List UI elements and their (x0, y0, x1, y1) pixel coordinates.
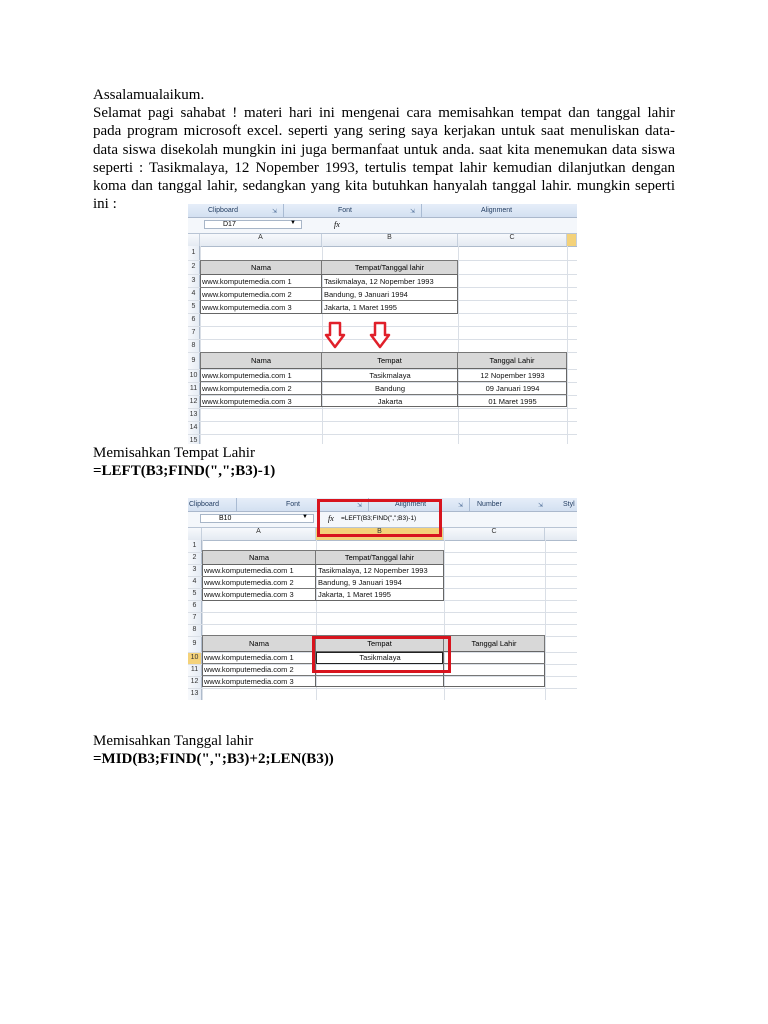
down-arrow-icon-2 (369, 321, 391, 349)
cell-a12[interactable]: www.komputemedia.com 3 (202, 397, 292, 406)
ribbon2-clipboard: Clipboard (189, 501, 219, 508)
row-header-6[interactable]: 6 (191, 316, 196, 323)
column-headers (188, 234, 577, 247)
row-header-13[interactable]: 13 (189, 411, 198, 418)
row-header-1[interactable]: 1 (191, 249, 196, 256)
ribbon2-styles: Styl (563, 501, 575, 508)
cell-b5[interactable]: Jakarta, 1 Maret 1995 (324, 303, 397, 312)
column-c-header[interactable]: C (458, 234, 567, 246)
ribbon2-number: Number (477, 501, 502, 508)
row-header-9[interactable]: 9 (192, 640, 197, 647)
s2-cell-a3[interactable]: www.komputemedia.com 1 (204, 566, 294, 575)
header2-nama: Nama (200, 352, 322, 369)
intro-line-1: Selamat pagi sahabat ! materi hari ini mengenai cara memisahkan tempat dan tanggal lahir (93, 105, 675, 122)
cell-b12[interactable]: Jakarta (377, 397, 403, 406)
row-header-10[interactable]: 10 (189, 372, 198, 379)
header2-tempat: Tempat (321, 352, 458, 369)
name-box-2[interactable] (200, 514, 314, 523)
formula-bar (188, 218, 577, 234)
row-header-8[interactable]: 8 (191, 342, 196, 349)
column-b-header-2[interactable]: B (316, 528, 444, 540)
formula-highlight-box (317, 499, 442, 537)
section2-heading: Memisahkan Tanggal lahir (93, 733, 254, 749)
cell-b11[interactable]: Bandung (374, 384, 406, 393)
ribbon-group-labels (188, 204, 577, 218)
name-box-2-value: B10 (219, 515, 232, 522)
intro-line-4: seperti : Tasikmalaya, 12 Nopember 1993, tertulis tempat lahir kemudian dilanjutkan dengan (93, 159, 675, 176)
s2-cell-a11[interactable]: www.komputemedia.com 2 (204, 665, 294, 674)
cell-c11[interactable]: 09 Januari 1994 (485, 384, 540, 393)
column-a-header-2[interactable]: A (202, 528, 316, 540)
row-header-4[interactable]: 4 (192, 578, 197, 585)
row-headers (188, 246, 200, 444)
row-header-15[interactable]: 15 (189, 437, 198, 444)
intro-line-3: data siswa disekolah mungkin ini juga bermanfaat untuk anda. saat kita menemukan data siswa (93, 141, 675, 158)
row-header-9[interactable]: 9 (191, 357, 196, 364)
name-box-value: D17 (223, 221, 236, 228)
s2-cell-b10[interactable]: Tasikmalaya (359, 653, 401, 662)
clipboard-launcher-icon: ⇲ (272, 209, 278, 215)
name-box[interactable] (204, 220, 302, 229)
cell-a11[interactable]: www.komputemedia.com 2 (202, 384, 292, 393)
row-header-13[interactable]: 13 (190, 690, 199, 697)
header-nama: Nama (200, 260, 322, 275)
ribbon-clipboard: Clipboard (208, 207, 238, 214)
row-header-7[interactable]: 7 (191, 329, 196, 336)
s2-cell-a10[interactable]: www.komputemedia.com 1 (204, 653, 294, 662)
s2-header-nama: Nama (202, 550, 316, 565)
name-box-dropdown-icon[interactable]: ▼ (290, 220, 296, 226)
s2-cell-a12[interactable]: www.komputemedia.com 3 (204, 677, 294, 686)
number-launcher-icon-2: ⇲ (538, 503, 544, 509)
row-header-3[interactable]: 3 (192, 566, 197, 573)
row-header-4[interactable]: 4 (191, 290, 196, 297)
row-header-10[interactable]: 10 (188, 652, 201, 664)
column-a-header[interactable]: A (200, 234, 322, 246)
row-header-11[interactable]: 11 (190, 666, 199, 673)
row-header-12[interactable]: 12 (189, 398, 198, 405)
intro-line-2: pada program microsoft excel. seperti yang sering saya kerjakan untuk saat menuliskan data- (93, 123, 675, 140)
s2-cell-a5[interactable]: www.komputemedia.com 3 (204, 590, 294, 599)
excel-screenshot-2 (188, 498, 577, 700)
cell-b10[interactable]: Tasikmalaya (369, 371, 411, 380)
header-tempat-tanggal: Tempat/Tanggal lahir (321, 260, 458, 275)
cell-a10[interactable]: www.komputemedia.com 1 (202, 371, 292, 380)
s2-cell-b4[interactable]: Bandung, 9 Januari 1994 (318, 578, 402, 587)
ribbon2-alignment: Alignment (395, 501, 427, 508)
cell-b4[interactable]: Bandung, 9 Januari 1994 (324, 290, 408, 299)
row-header-12[interactable]: 12 (190, 678, 199, 685)
cell-a3[interactable]: www.komputemedia.com 1 (202, 277, 292, 286)
s2-header2-tempat: Tempat (315, 635, 444, 652)
fx-icon-2[interactable]: fx (328, 514, 334, 523)
column-b-header[interactable]: B (322, 234, 458, 246)
column-c-header-2[interactable]: C (444, 528, 545, 540)
font-launcher-icon-2: ⇲ (357, 503, 363, 509)
row-header-7[interactable]: 7 (192, 614, 197, 621)
column-d-header[interactable] (567, 234, 577, 246)
excel-screenshot-1 (188, 204, 577, 444)
intro-line-6: ini : (93, 196, 117, 213)
row-header-8[interactable]: 8 (192, 626, 197, 633)
row-header-2[interactable]: 2 (191, 263, 196, 270)
header2-tanggal-lahir: Tanggal Lahir (457, 352, 567, 369)
intro-paragraph (93, 86, 675, 213)
ribbon2-font: Font (286, 501, 301, 508)
cell-a5[interactable]: www.komputemedia.com 3 (202, 303, 292, 312)
row-header-5[interactable]: 5 (192, 590, 197, 597)
s2-header2-tanggal-lahir: Tanggal Lahir (443, 635, 545, 652)
s2-header-tempat-tanggal: Tempat/Tanggal lahir (315, 550, 444, 565)
ribbon-alignment: Alignment (481, 207, 513, 214)
s2-cell-b5[interactable]: Jakarta, 1 Maret 1995 (318, 590, 391, 599)
row-header-11[interactable]: 11 (189, 385, 198, 392)
s2-cell-a4[interactable]: www.komputemedia.com 2 (204, 578, 294, 587)
intro-line-5: koma dan tanggal lahir, sedangkan yang kita butuhkan hanyalah tanggal lahir. mungkin seperti (93, 178, 675, 195)
ribbon-font: Font (338, 207, 353, 214)
row-header-14[interactable]: 14 (189, 424, 198, 431)
row-header-3[interactable]: 3 (191, 277, 196, 284)
row-header-6[interactable]: 6 (192, 602, 197, 609)
alignment-launcher-icon-2: ⇲ (458, 503, 464, 509)
font-launcher-icon: ⇲ (410, 209, 416, 215)
section2-formula: =MID(B3;FIND(",";B3)+2;LEN(B3)) (93, 751, 334, 767)
cell-c10[interactable]: 12 Nopember 1993 (480, 371, 545, 380)
formula-input[interactable]: =LEFT(B3;FIND(",";B3)-1) (341, 515, 417, 522)
row-header-1[interactable]: 1 (192, 542, 197, 549)
s2-cell-b3[interactable]: Tasikmalaya, 12 Nopember 1993 (318, 566, 428, 575)
s2-header2-nama: Nama (202, 635, 316, 652)
row-header-2[interactable]: 2 (192, 554, 197, 561)
down-arrow-icon-1 (324, 321, 346, 349)
name-box-2-dropdown-icon[interactable]: ▼ (302, 514, 308, 520)
section1-heading: Memisahkan Tempat Lahir (93, 445, 255, 461)
row-header-5[interactable]: 5 (191, 303, 196, 310)
greeting: Assalamualaikum. (93, 87, 205, 103)
result-highlight-box (312, 636, 451, 673)
cell-a4[interactable]: www.komputemedia.com 2 (202, 290, 292, 299)
fx-icon[interactable]: fx (334, 220, 340, 229)
cell-b3[interactable]: Tasikmalaya, 12 Nopember 1993 (324, 277, 434, 286)
section1-formula: =LEFT(B3;FIND(",";B3)-1) (93, 463, 276, 479)
cell-c12[interactable]: 01 Maret 1995 (488, 397, 537, 406)
